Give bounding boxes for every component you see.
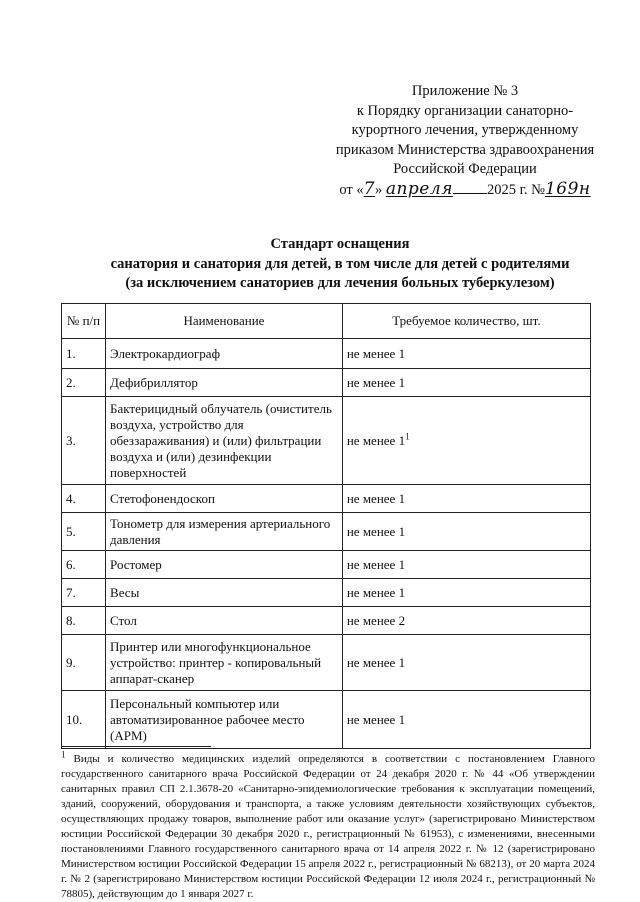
date-prefix: от « bbox=[339, 181, 364, 198]
table-row bbox=[62, 579, 591, 607]
row-quantity bbox=[342, 397, 590, 485]
footnote bbox=[61, 749, 595, 902]
table-row bbox=[62, 369, 591, 397]
table-row bbox=[62, 397, 591, 485]
row-quantity bbox=[342, 369, 590, 397]
handwritten-order-number: 169н bbox=[544, 178, 591, 199]
row-name: Дефибриллятор bbox=[106, 369, 343, 397]
row-quantity-value: не менее 1 bbox=[346, 490, 406, 506]
appendix-line-2: к Порядку организации санаторно- bbox=[356, 102, 574, 119]
row-name: Персональный компьютер или автоматизированное рабочее место (АРМ) bbox=[106, 691, 343, 749]
row-number: 4. bbox=[62, 485, 106, 513]
title-line-2: санатория и санатория для детей, в том числе для детей с родителями bbox=[110, 255, 570, 272]
header-number: № п/п bbox=[62, 304, 106, 339]
row-quantity bbox=[342, 339, 590, 369]
row-name: Бактерицидный облучатель (очиститель воздуха, устройство для обеззараживания) и (или) фильтрации воздуха и (или) дезинфекции поверхностей bbox=[106, 397, 343, 485]
row-quantity-value: не менее 1 bbox=[346, 523, 406, 539]
row-name: Тонометр для измерения артериального давления bbox=[106, 513, 343, 551]
row-quantity-value: не менее 1 bbox=[346, 711, 406, 727]
row-name: Стетофонендоскоп bbox=[106, 485, 343, 513]
row-quantity-value: не менее 1 bbox=[346, 654, 406, 670]
row-quantity bbox=[342, 551, 590, 579]
row-number: 6. bbox=[62, 551, 106, 579]
table-row bbox=[62, 635, 591, 691]
row-number: 3. bbox=[62, 397, 106, 485]
equipment-table bbox=[61, 303, 591, 749]
table-header-row bbox=[62, 304, 591, 339]
title-line-3: (за исключением санаториев для лечения больных туберкулезом) bbox=[125, 275, 555, 291]
table-row bbox=[62, 607, 591, 635]
appendix-header bbox=[300, 82, 630, 200]
row-name: Принтер или многофункциональное устройство: принтер - копировальный аппарат-сканер bbox=[106, 635, 343, 691]
row-number: 7. bbox=[62, 579, 106, 607]
handwritten-month: апреля bbox=[385, 178, 453, 199]
row-number: 1. bbox=[62, 339, 106, 369]
row-quantity-value: не менее 2 bbox=[346, 612, 406, 628]
footnote-reference: 1 bbox=[405, 431, 410, 442]
row-number: 5. bbox=[62, 513, 106, 551]
row-name: Ростомер bbox=[106, 551, 343, 579]
row-name: Стол bbox=[106, 607, 343, 635]
date-blank bbox=[453, 193, 487, 194]
year-text: 2025 г. № bbox=[486, 181, 545, 198]
document-title bbox=[40, 235, 640, 294]
table-row bbox=[62, 691, 591, 749]
row-quantity-value: не менее 1 bbox=[346, 374, 406, 390]
date-mid: » bbox=[374, 181, 383, 198]
row-quantity-value: не менее 1 bbox=[346, 556, 406, 572]
title-line-1: Стандарт оснащения bbox=[270, 236, 410, 252]
row-quantity-value: не менее 1 bbox=[346, 345, 406, 361]
order-date-line bbox=[300, 180, 630, 201]
header-name: Наименование bbox=[106, 304, 343, 339]
table-row bbox=[62, 339, 591, 369]
footnote-divider bbox=[61, 746, 211, 747]
appendix-line-5: Российской Федерации bbox=[393, 161, 537, 177]
row-quantity bbox=[342, 579, 590, 607]
row-quantity bbox=[342, 485, 590, 513]
footnote-mark: 1 bbox=[61, 749, 66, 760]
appendix-line-1: Приложение № 3 bbox=[411, 83, 519, 99]
row-number: 2. bbox=[62, 369, 106, 397]
table-row bbox=[62, 513, 591, 551]
handwritten-day: 7 bbox=[363, 178, 375, 199]
row-quantity bbox=[342, 513, 590, 551]
row-quantity bbox=[342, 607, 590, 635]
row-quantity bbox=[342, 691, 590, 749]
table-row bbox=[62, 551, 591, 579]
appendix-line-3: курортного лечения, утвержденному bbox=[351, 122, 579, 138]
row-number: 8. bbox=[62, 607, 106, 635]
row-name: Электрокардиограф bbox=[106, 339, 343, 369]
header-quantity: Требуемое количество, шт. bbox=[342, 304, 590, 339]
row-number: 9. bbox=[62, 635, 106, 691]
table-row bbox=[62, 485, 591, 513]
row-quantity bbox=[342, 635, 590, 691]
footnote-text: Виды и количество медицинских изделий определяются в соответствии с постановлением Главного государственного санитарного врача Российской Федерации от 24 декабря 2020 г. № 44 «Об утверждении санитарных правил СП 2.1.3678-20 «Санитарно-эпидемиологические требования к эксплуатации помещений, зданий, сооружений, оборудования и транспорта, а также условиям деятельности хозяйствующих субъектов, осуществляющих продажу товаров, выполнение работ или оказание услуг» (зарегистрировано Министерством юстиции Российской Федерации 30 декабря 2020 г., регистрационный № 61953), с изменениями, внесенными постановлениями Главного государственного санитарного врача от 14 апреля 2022 г. № 12 (зарегистрировано Министерством юстиции Российской Федерации 15 апреля 2022 г., регистрационный № 68213), от 20 марта 2024 г. № 2 (зарегистрировано Министерством юстиции Российской Федерации 12 июля 2024 г., регистрационный № 78805), действующим до 1 января 2027 г. bbox=[61, 753, 595, 900]
row-number: 10. bbox=[62, 691, 106, 749]
row-quantity-value: не менее 1 bbox=[346, 584, 406, 600]
row-quantity-value: не менее 1 bbox=[346, 432, 406, 448]
appendix-line-4: приказом Министерства здравоохранения bbox=[335, 141, 595, 158]
row-name: Весы bbox=[106, 579, 343, 607]
